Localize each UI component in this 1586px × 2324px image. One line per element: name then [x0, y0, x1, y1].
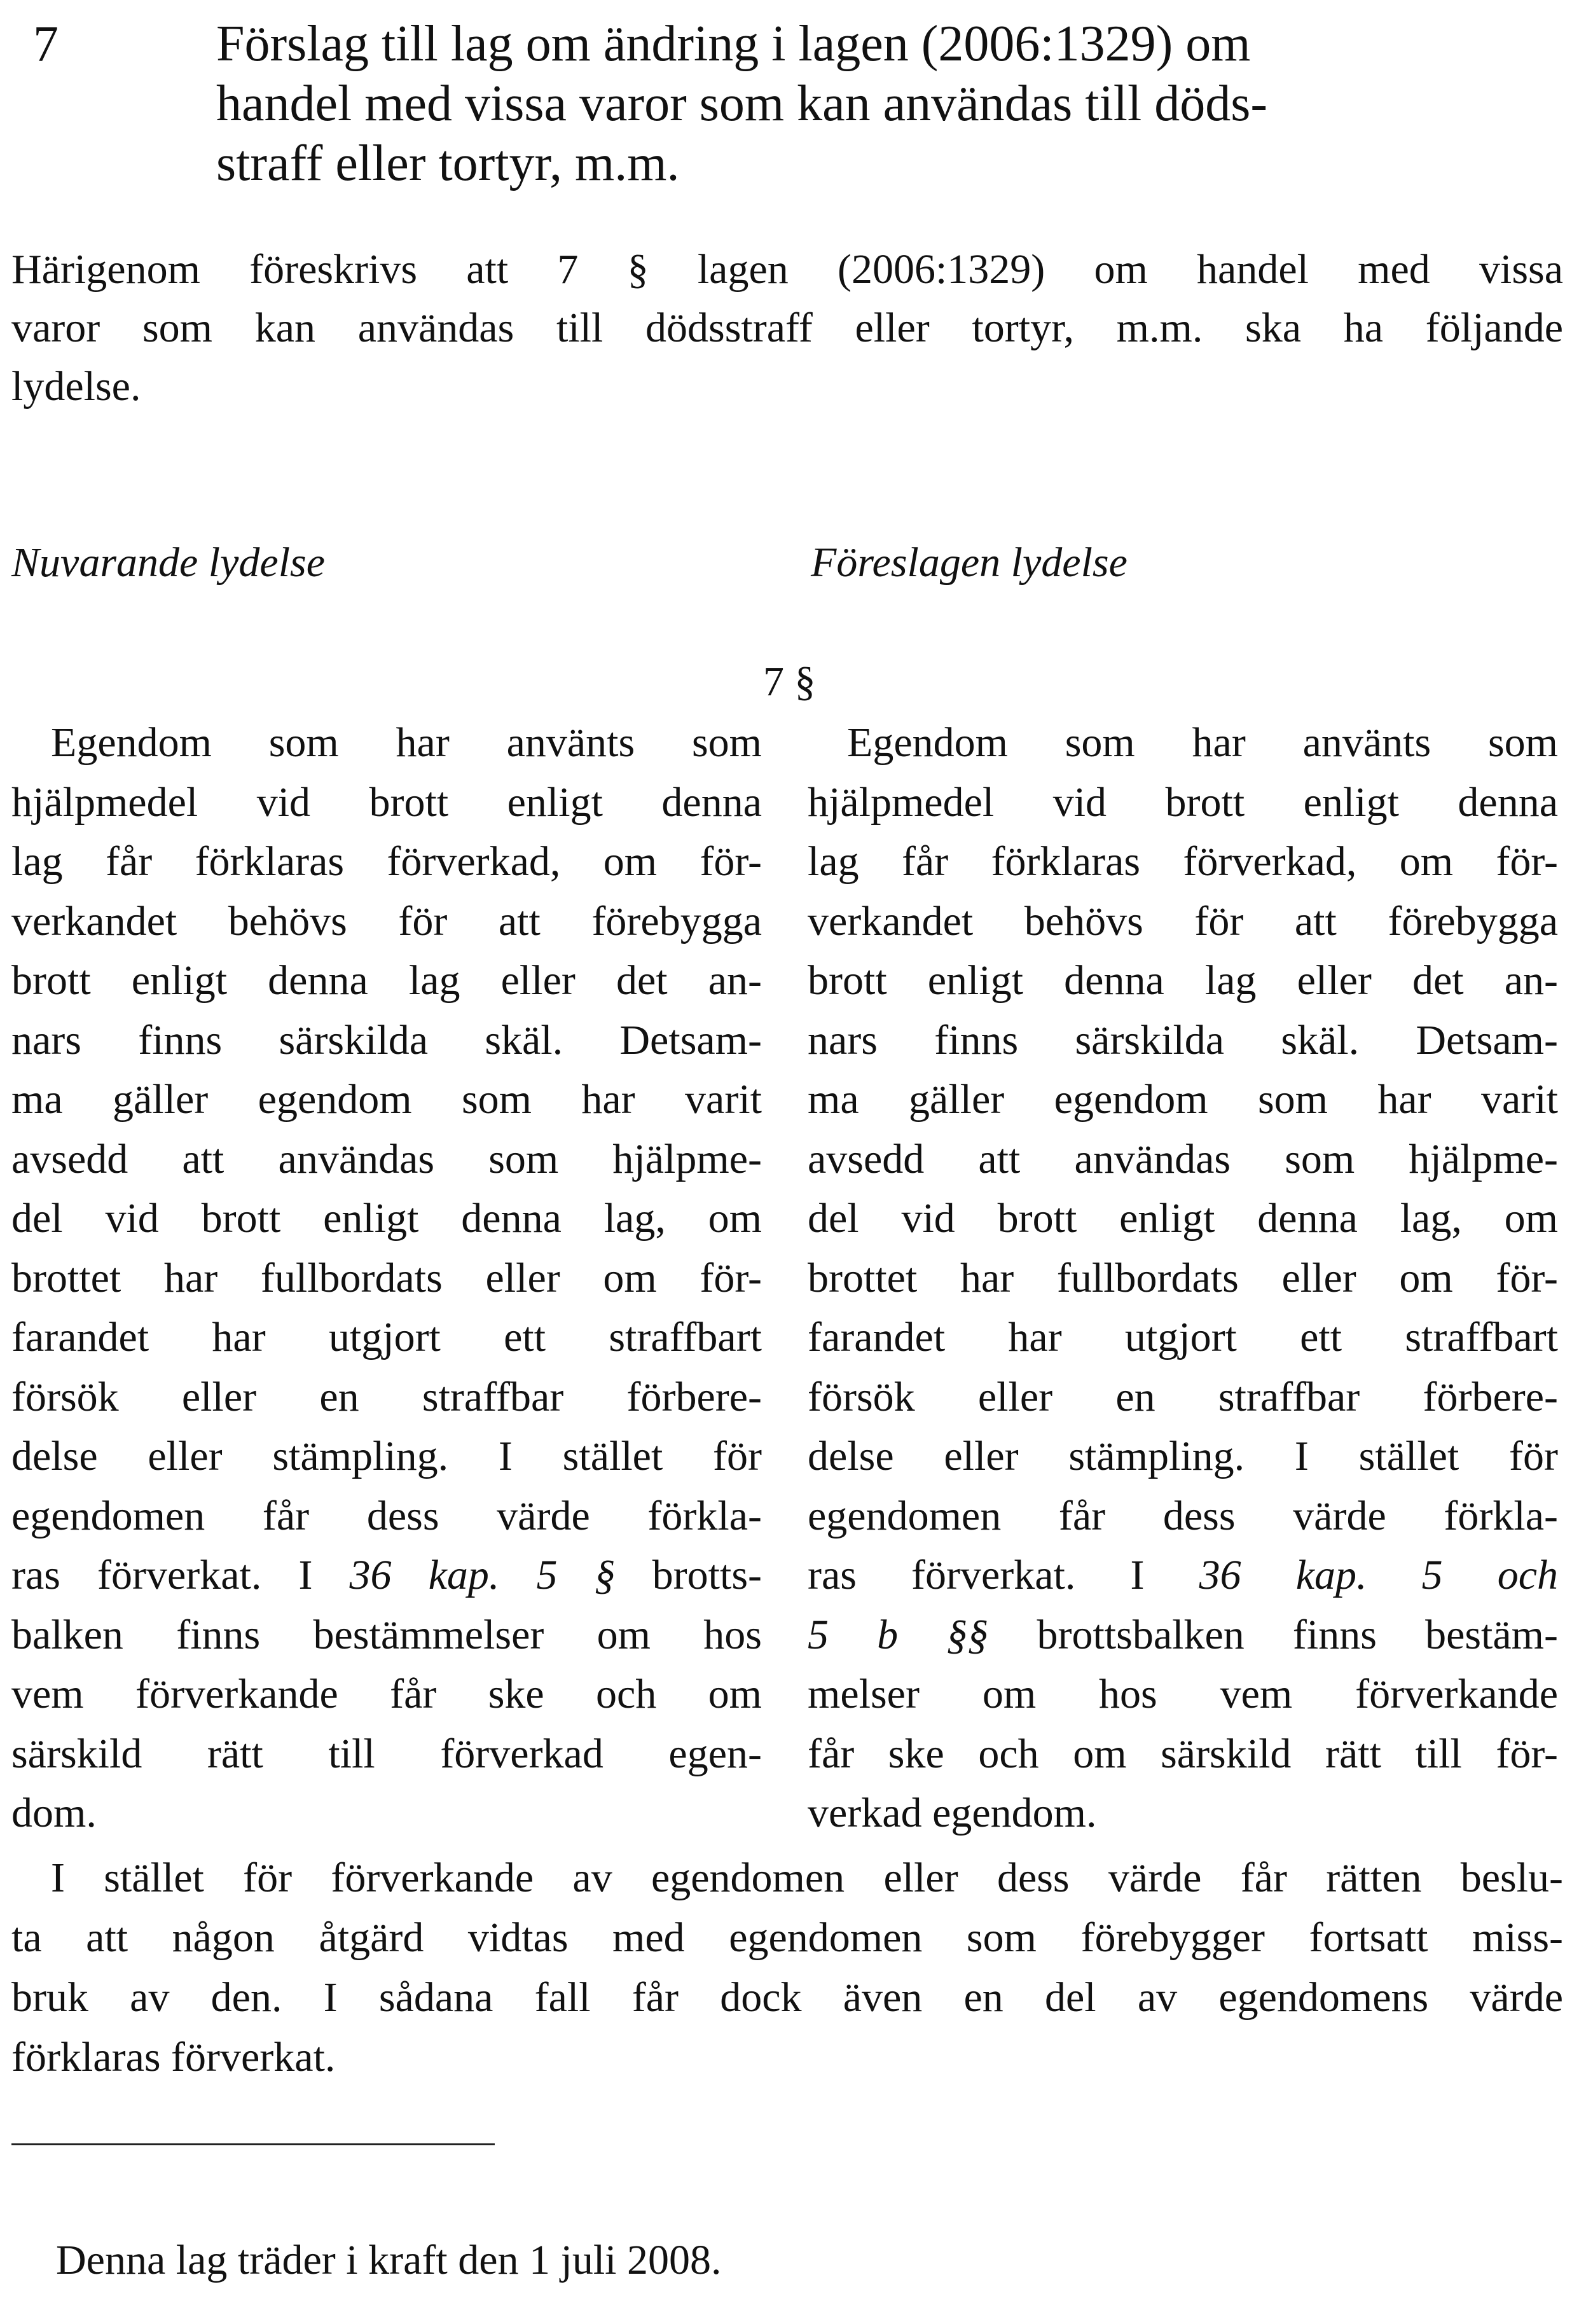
text-line: brott enligt denna lag eller det an-	[808, 957, 1558, 1004]
text-line: nars finns särskilda skäl. Detsam-	[808, 1016, 1558, 1063]
text-line: försök eller en straffbar förbere-	[11, 1373, 762, 1420]
shared-paragraph	[11, 1848, 1563, 2087]
current-wording-heading: Nuvarande lydelse	[11, 539, 326, 586]
text-line: farandet har utgjort ett straffbart	[808, 1314, 1558, 1360]
text-line: försök eller en straffbar förbere-	[808, 1373, 1558, 1420]
text-line-with-reference	[808, 1546, 1558, 1605]
text-line: lag får förklaras förverkad, om för-	[808, 838, 1558, 885]
proposed-wording-heading: Föreslagen lydelse	[811, 539, 1127, 586]
text-line: dom.	[11, 1790, 97, 1836]
intro-line: varor som kan användas till dödsstraff eller tortyr, m.m. ska ha följande	[11, 305, 1563, 351]
text-line: delse eller stämpling. I stället för	[11, 1433, 762, 1479]
text-segment: ras förverkat. I	[11, 1552, 350, 1598]
paragraph-marker: 7 §	[763, 658, 816, 705]
text-line: verkandet behövs för att förebygga	[808, 897, 1558, 944]
text-line: ta att någon åtgärd vidtas med egendomen som förebygger fortsatt miss-	[11, 1914, 1563, 1961]
text-line: Egendom som har använts som	[51, 719, 762, 766]
text-line: hjälpmedel vid brott enligt denna	[808, 778, 1558, 826]
law-reference: 5 b §§	[808, 1611, 989, 1658]
section-title-line: handel med vissa varor som kan användas till döds-	[216, 76, 1267, 132]
text-line: särskild rätt till förverkad egen-	[11, 1730, 762, 1777]
text-line: nars finns särskilda skäl. Detsam-	[11, 1016, 762, 1063]
text-line: hjälpmedel vid brott enligt denna	[11, 778, 762, 826]
section-title-line: straff eller tortyr, m.m.	[216, 135, 680, 191]
text-line: får ske och om särskild rätt till för-	[808, 1730, 1558, 1777]
text-line-with-reference	[808, 1605, 1558, 1665]
text-line: I stället för förverkande av egendomen eller dess värde får rätten beslu-	[51, 1855, 1563, 1901]
text-line: verkad egendom.	[808, 1790, 1097, 1836]
text-line: vem förverkande får ske och om	[11, 1671, 762, 1717]
text-line: del vid brott enligt denna lag, om	[808, 1195, 1558, 1242]
text-line: förklaras förverkat.	[11, 2034, 336, 2080]
text-line-with-reference	[11, 1546, 762, 1605]
text-line: egendomen får dess värde förkla-	[11, 1492, 762, 1539]
section-title	[216, 14, 1552, 193]
proposed-wording-text	[808, 713, 1558, 1843]
footnote-divider	[11, 2143, 495, 2145]
text-line: lag får förklaras förverkad, om för-	[11, 838, 762, 885]
text-line: brottet har fullbordats eller om för-	[11, 1254, 762, 1301]
text-line: brottet har fullbordats eller om för-	[808, 1254, 1558, 1301]
text-line: ma gäller egendom som har varit	[808, 1076, 1558, 1123]
text-line: farandet har utgjort ett straffbart	[11, 1314, 762, 1360]
text-line: brott enligt denna lag eller det an-	[11, 957, 762, 1004]
intro-paragraph	[11, 240, 1563, 416]
text-line: delse eller stämpling. I stället för	[808, 1433, 1558, 1479]
section-title-line: Förslag till lag om ändring i lagen (2006:1329) om	[216, 16, 1251, 72]
intro-line: lydelse.	[11, 363, 141, 410]
text-line: verkandet behövs för att förebygga	[11, 897, 762, 944]
text-line: ma gäller egendom som har varit	[11, 1076, 762, 1123]
text-line: bruk av den. I sådana fall får dock även en del av egendomens värde	[11, 1974, 1563, 2021]
text-line: egendomen får dess värde förkla-	[808, 1492, 1558, 1539]
current-wording-text	[11, 713, 762, 1843]
text-line: del vid brott enligt denna lag, om	[11, 1195, 762, 1242]
text-segment: brottsbalken finns bestäm-	[988, 1611, 1559, 1658]
text-line: avsedd att användas som hjälpme-	[808, 1135, 1558, 1182]
text-line: melser om hos vem förverkande	[808, 1671, 1558, 1717]
intro-line: Härigenom föreskrivs att 7 § lagen (2006:1329) om handel med vissa	[11, 246, 1563, 293]
text-line: avsedd att användas som hjälpme-	[11, 1135, 762, 1182]
law-reference: 36 kap. 5 §	[349, 1552, 616, 1598]
text-segment: ras förverkat. I	[808, 1552, 1199, 1598]
section-number: 7	[33, 17, 59, 73]
law-reference: 36 kap. 5 och	[1199, 1552, 1559, 1598]
text-line: balken finns bestämmelser om hos	[11, 1611, 762, 1658]
entry-into-force-note: Denna lag träder i kraft den 1 juli 2008.	[56, 2237, 722, 2283]
text-segment: brotts-	[615, 1552, 762, 1598]
text-line: Egendom som har använts som	[847, 719, 1558, 766]
